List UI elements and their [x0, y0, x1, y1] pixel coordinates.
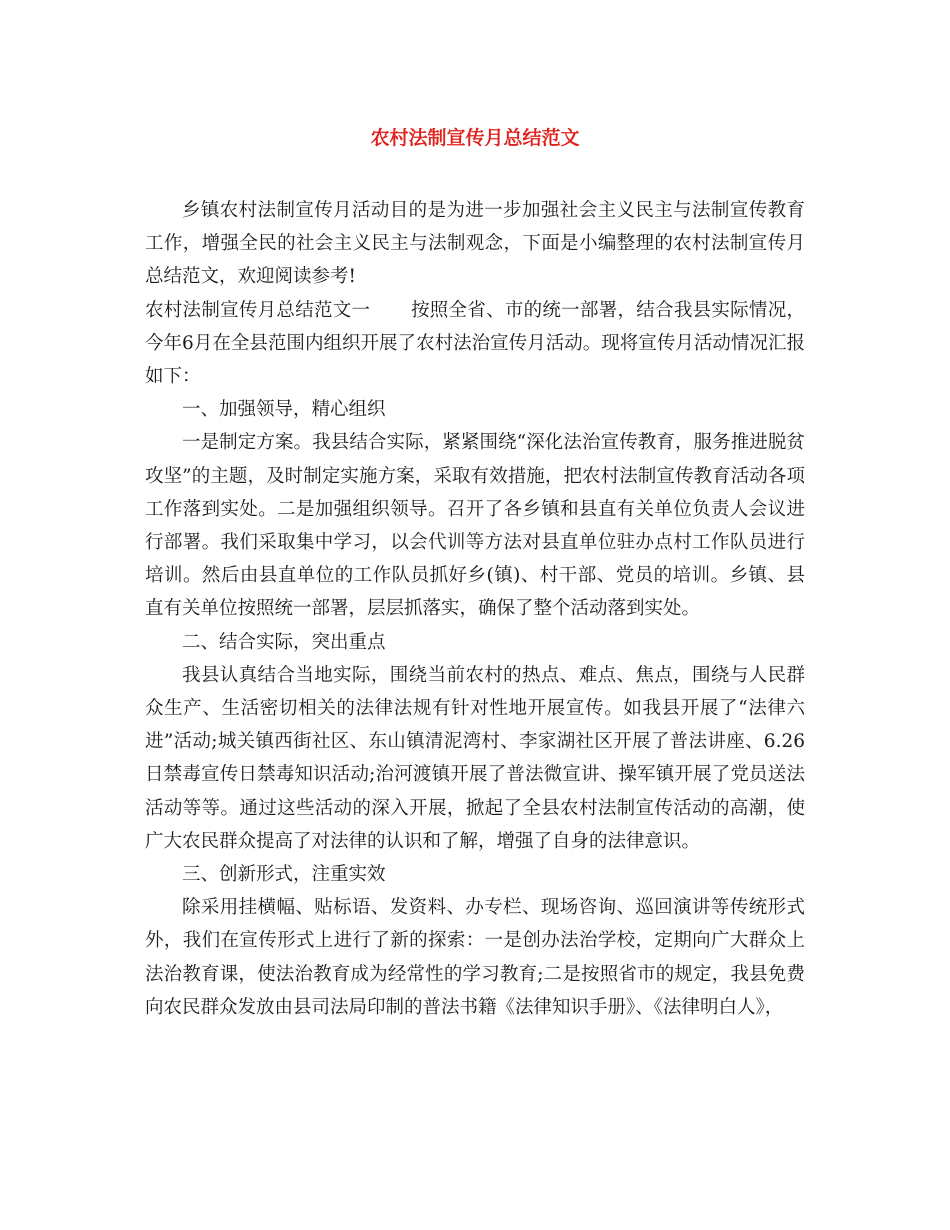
- section3-paragraph: 除采用挂横幅、贴标语、发资料、办专栏、现场咨询、巡回演讲等传统形式外，我们在宣传形式上进行了新的探索：一是创办法治学校，定期向广大群众上法治教育课，使法治教育成为经常性的学习教育;二是按照省市的规定，我县免费向农民群众发放由县司法局印制的普法书籍《法律知识手册》、《法律明白人》，: [145, 897, 805, 1018]
- part1-lead-text: 按照全省、市的统一部署，结合我县实际情况，今年6月在全县范围内组织开展了农村法治宣传月活动。现将宣传月活动情况汇报如下：: [145, 299, 805, 388]
- section2-paragraph: 我县认真结合当地实际，围绕当前农村的热点、难点、焦点，围绕与人民群众生产、生活密切相关的法律法规有针对性地开展宣传。如我县开展了“法律六进”活动;城关镇西街社区、东山镇清泥湾村、李家湖社区开展了普法讲座、6.26日禁毒宣传日禁毒知识活动;治河渡镇开展了普法微宣讲、操军镇开展了党员送法活动等等。通过这些活动的深入开展，掀起了全县农村法制宣传活动的高潮，使广大农民群众提高了对法律的认识和了解，增强了自身的法律意识。: [145, 664, 805, 852]
- document-body: [145, 194, 805, 1024]
- section3-heading: 三、创新形式，注重实效: [182, 864, 386, 886]
- part1-heading: 农村法制宣传月总结范文一: [145, 299, 371, 321]
- document-title: 农村法制宣传月总结范文: [370, 127, 580, 149]
- section2-heading: 二、结合实际，突出重点: [182, 631, 386, 653]
- part1-lead-paragraph: [145, 294, 805, 394]
- section1-paragraph: 一是制定方案。我县结合实际，紧紧围绕“深化法治宣传教育，服务推进脱贫攻坚”的主题，及时制定实施方案，采取有效措施，把农村法制宣传教育活动各项工作落到实处。二是加强组织领导。召开了各乡镇和县直有关单位负责人会议进行部署。我们采取集中学习，以会代训等方法对县直单位驻办点村工作队员进行培训。然后由县直单位的工作队员抓好乡(镇)、村干部、党员的培训。乡镇、县直有关单位按照统一部署，层层抓落实，确保了整个活动落到实处。: [145, 432, 805, 620]
- intro-paragraph: 乡镇农村法制宣传月活动目的是为进一步加强社会主义民主与法制宣传教育工作，增强全民的社会主义民主与法制观念，下面是小编整理的农村法制宣传月总结范文，欢迎阅读参考!: [145, 200, 805, 288]
- section1-heading: 一、加强领导，精心组织: [182, 399, 386, 421]
